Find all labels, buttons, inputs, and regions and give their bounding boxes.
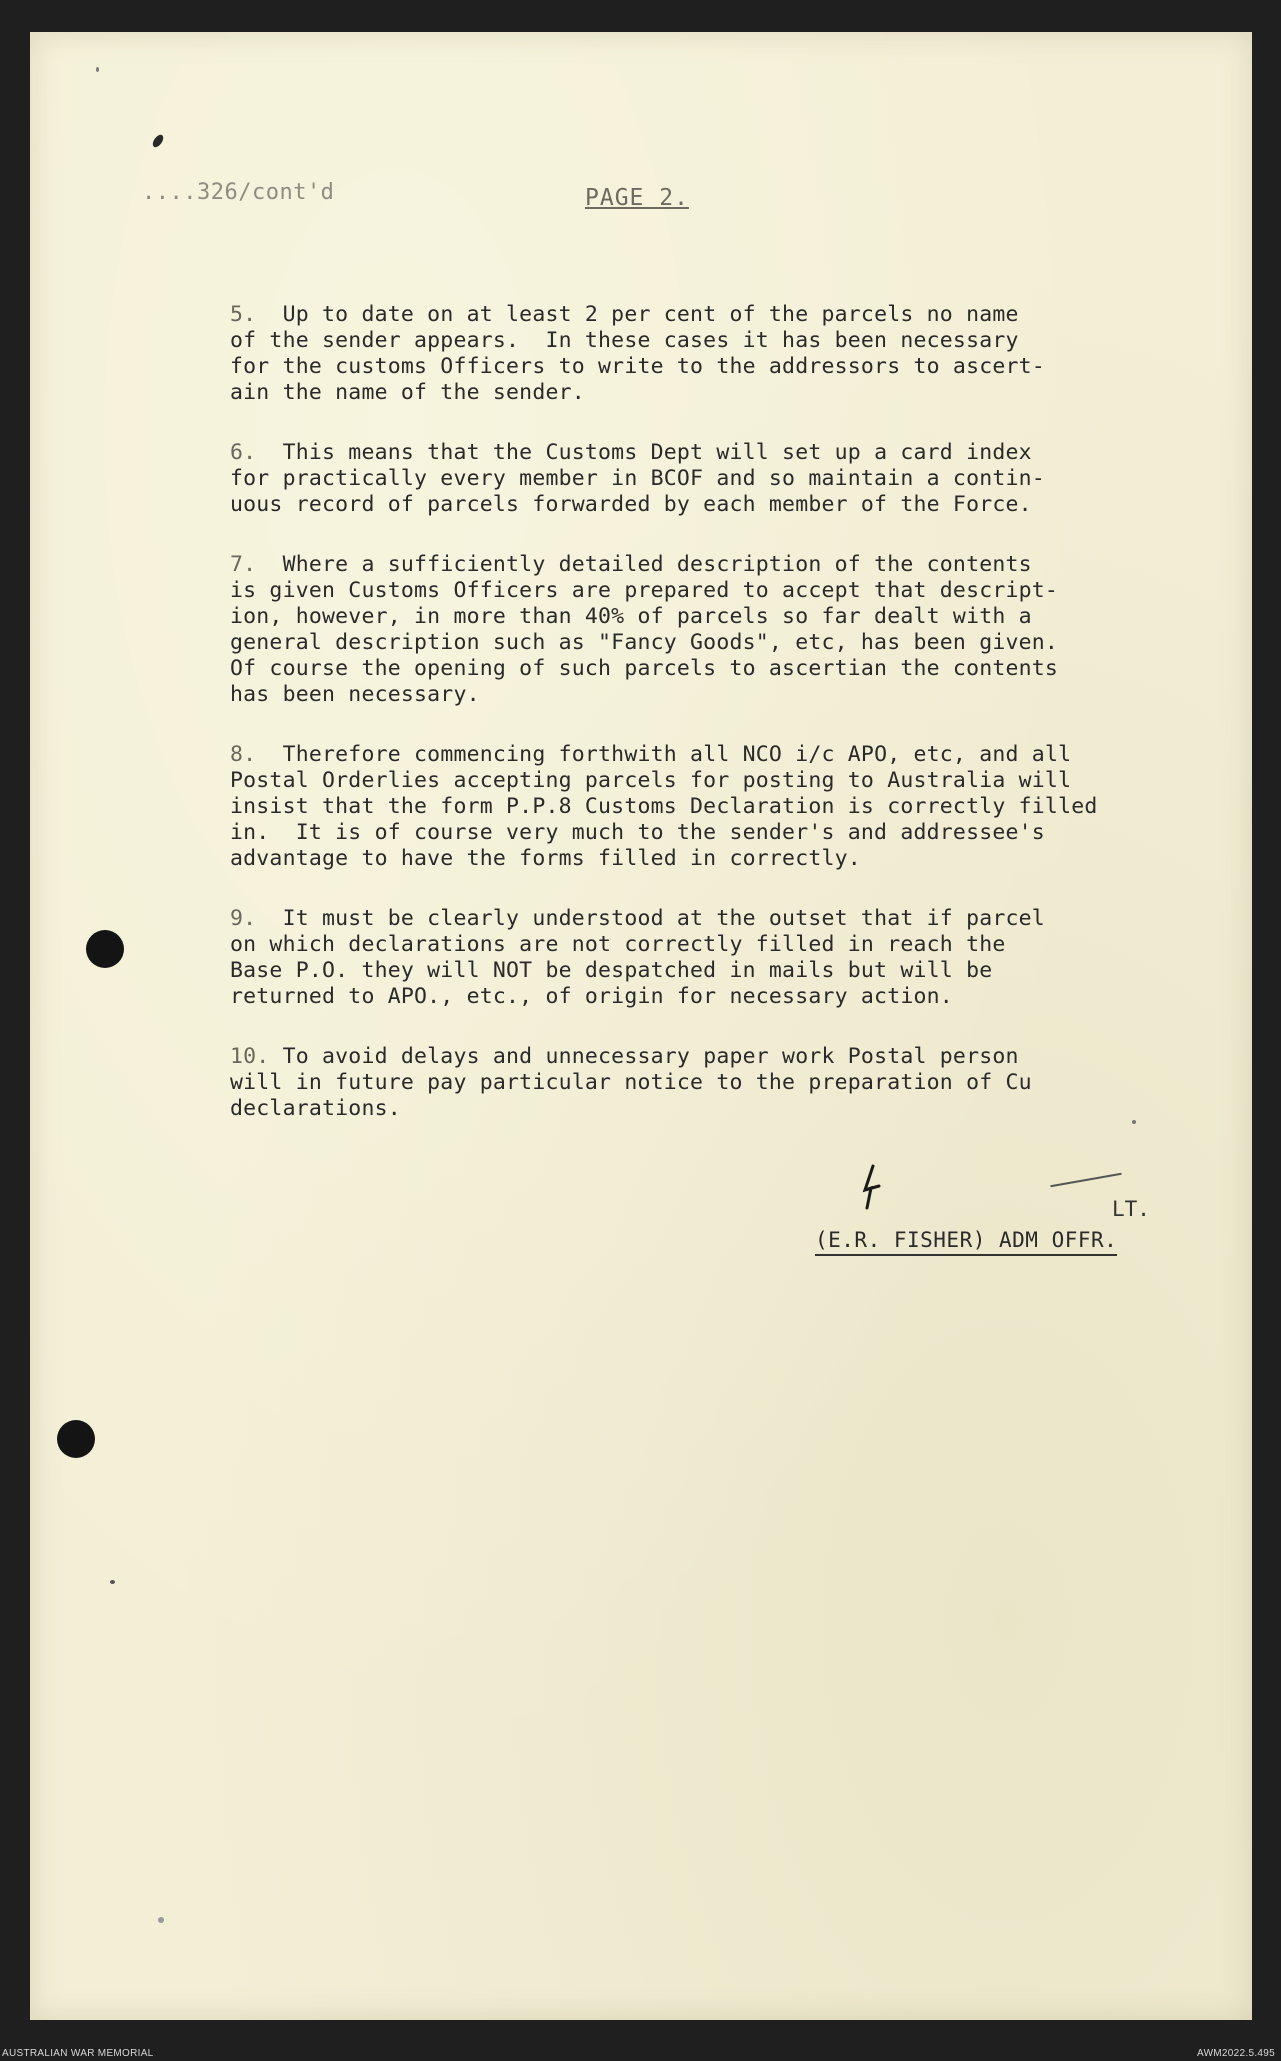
paragraph-text: Up to date on at least 2 per cent of the parcels no name of the sender appears. In these cases it has been necessary for the customs Officers to write to the addressors to ascert- ain the name of the sender. bbox=[230, 302, 1045, 405]
paragraph-10 bbox=[230, 1044, 1250, 1122]
paragraph-text: To avoid delays and unnecessary paper work Postal person will in future pay particular notice to the preparation of Cu declarations. bbox=[230, 1044, 1032, 1121]
paragraph-text: It must be clearly understood at the outset that if parcel on which declarations are not correctly filled in reach the Base P.O. they will NOT be despatched in mails but will be returned to APO., etc., of origin for necessary action. bbox=[230, 906, 1045, 1009]
document-page bbox=[30, 32, 1252, 2020]
paragraph-number: 8. bbox=[230, 742, 257, 767]
page-heading: PAGE 2. bbox=[585, 185, 689, 211]
ink-speck bbox=[158, 1917, 164, 1923]
paragraph-7 bbox=[230, 552, 1250, 708]
paragraph-text: This means that the Customs Dept will set up a card index for practically every member in BCOF and so maintain a contin- uous record of parcels forwarded by each member of the Force. bbox=[230, 440, 1045, 517]
footer-institution: AUSTRALIAN WAR MEMORIAL bbox=[2, 2048, 154, 2059]
paragraph-number: 5. bbox=[230, 302, 257, 327]
paragraph-8 bbox=[230, 742, 1250, 872]
signatory-rank: LT. bbox=[1112, 1197, 1150, 1221]
reference-number: ....326/cont'd bbox=[142, 180, 335, 205]
paragraph-number: 9. bbox=[230, 906, 257, 931]
paragraph-number: 10. bbox=[230, 1044, 270, 1069]
punch-hole bbox=[57, 1420, 95, 1458]
ink-speck bbox=[110, 1580, 115, 1584]
signatory-name: (E.R. FISHER) ADM OFFR. bbox=[815, 1228, 1117, 1256]
paragraph-text: Where a sufficiently detailed description of the contents is given Customs Officers are prepared to accept that descript- ion, however, in more than 40% of parcels so far dealt with a general description such as "Fancy Goods", etc, has been given. Of course the opening of such parcels to ascertian the contents has been necessary. bbox=[230, 552, 1059, 707]
paragraph-9 bbox=[230, 906, 1250, 1010]
signature-stroke bbox=[1050, 1173, 1121, 1187]
ink-speck bbox=[96, 67, 99, 72]
footer-accession-number: AWM2022.5.495 bbox=[1196, 2048, 1275, 2059]
paragraph-number: 6. bbox=[230, 440, 257, 465]
ink-speck bbox=[151, 133, 166, 149]
paragraph-number: 7. bbox=[230, 552, 257, 577]
paragraph-text: Therefore commencing forthwith all NCO i/c APO, etc, and all Postal Orderlies accepting parcels for posting to Australia will insist that the form P.P.8 Customs Declaration is correctly filled in. It is of course very much to the sender's and addressee's advantage to have the forms filled in correctly. bbox=[230, 742, 1098, 871]
handwritten-signature bbox=[857, 1164, 887, 1214]
paragraph-5 bbox=[230, 302, 1250, 406]
punch-hole bbox=[86, 930, 124, 968]
paragraph-6 bbox=[230, 440, 1250, 518]
document-body bbox=[230, 302, 1250, 1156]
